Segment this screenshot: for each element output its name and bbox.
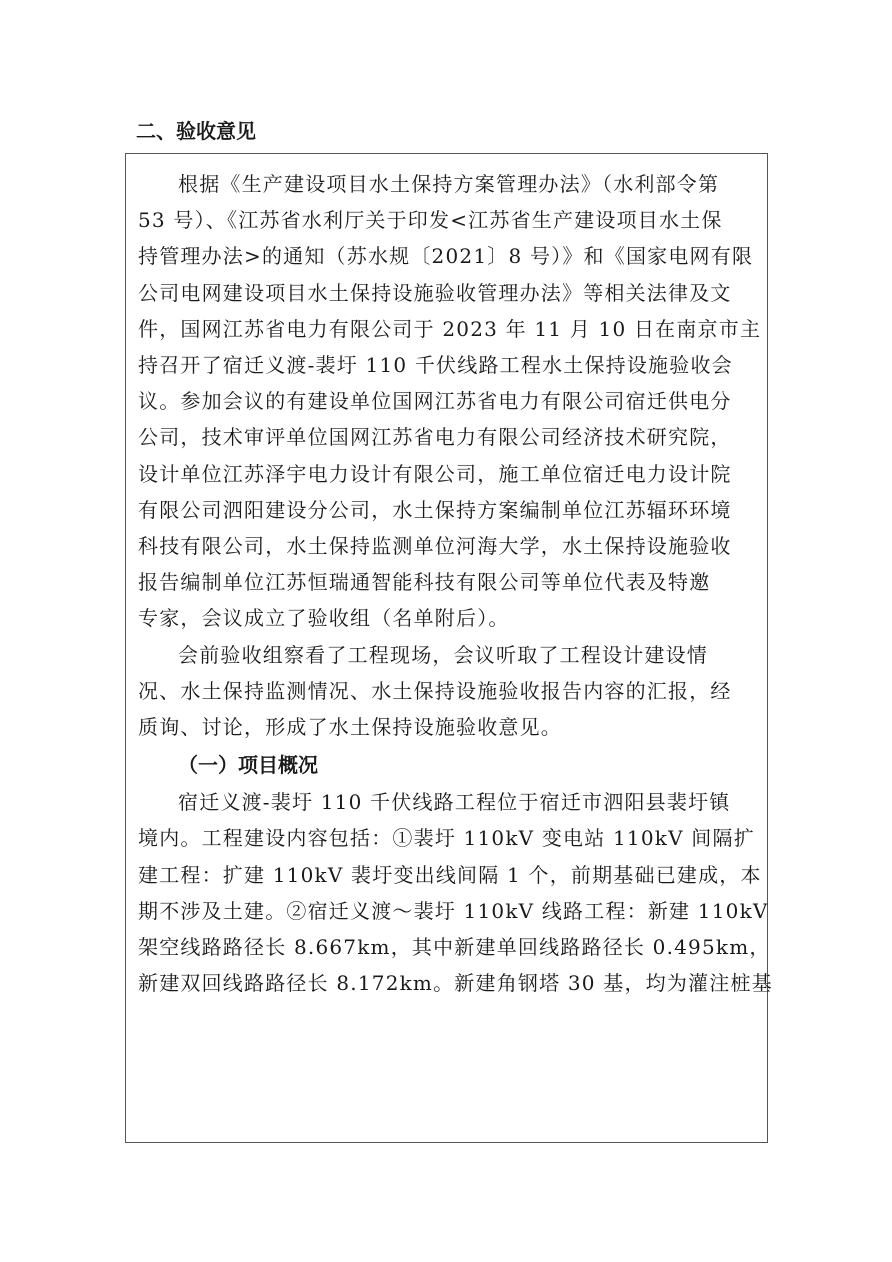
text-line: 质询、讨论，形成了水土保持设施验收意见。	[138, 715, 562, 740]
paragraph-legal-basis	[126, 166, 761, 637]
text-line: 新建双回线路路径长 8.172km。新建角钢塔 30 基，均为灌注桩基	[138, 971, 773, 996]
text-line: 设计单位江苏泽宇电力设计有限公司，施工单位宿迁电力设计院	[138, 461, 732, 486]
text-line: 报告编制单位江苏恒瑞通智能科技有限公司等单位代表及特邀	[138, 570, 711, 595]
text-line: 件，国网江苏省电力有限公司于 2023 年 11 月 10 日在南京市主	[138, 316, 762, 341]
text-line: 科技有限公司，水土保持监测单位河海大学，水土保持设施验收	[138, 534, 732, 559]
text-line: 公司，技术审评单位国网江苏省电力有限公司经济技术研究院，	[138, 425, 732, 450]
text-line: 期不涉及土建。②宿迁义渡～裴圩 110kV 线路工程：新建 110kV	[138, 898, 769, 923]
acceptance-opinion-box	[125, 153, 773, 1143]
section-heading: 二、验收意见	[136, 119, 256, 143]
text-line: 53 号）、《江苏省水利厅关于印发<江苏省生产建设项目水土保	[138, 208, 723, 233]
paragraph-project-overview	[126, 784, 773, 1001]
text-line: 专家，会议成立了验收组（名单附后）。	[138, 606, 510, 631]
text-line: 有限公司泗阳建设分公司，水土保持方案编制单位江苏辐环环境	[138, 497, 732, 522]
text-line: 议。参加会议的有建设单位国网江苏省电力有限公司宿迁供电分	[138, 389, 732, 414]
text-line: 境内。工程建设内容包括：①裴圩 110kV 变电站 110kV 间隔扩	[138, 826, 755, 851]
text-line: 建工程：扩建 110kV 裴圩变出线间隔 1 个，前期基础已建成，本	[138, 862, 762, 887]
paragraph-meeting	[126, 637, 761, 746]
subheading-project-overview: （一）项目概况	[178, 753, 318, 778]
text-line: 况、水土保持监测情况、水土保持设施验收报告内容的汇报，经	[138, 678, 732, 703]
text-line: 持管理办法>的通知（苏水规〔2021〕8 号）》和《国家电网有限	[138, 244, 754, 269]
text-line: 宿迁义渡-裴圩 110 千伏线路工程位于宿迁市泗阳县裴圩镇	[178, 790, 731, 815]
text-line: 根据《生产建设项目水土保持方案管理办法》（水利部令第	[178, 172, 720, 196]
text-line: 持召开了宿迁义渡-裴圩 110 千伏线路工程水土保持设施验收会	[138, 353, 733, 378]
text-line: 架空线路路径长 8.667km，其中新建单回线路路径长 0.495km，	[138, 935, 771, 960]
text-line: 公司电网建设项目水土保持设施验收管理办法》等相关法律及文	[138, 280, 732, 305]
text-line: 会前验收组察看了工程现场，会议听取了工程设计建设情	[178, 642, 708, 667]
